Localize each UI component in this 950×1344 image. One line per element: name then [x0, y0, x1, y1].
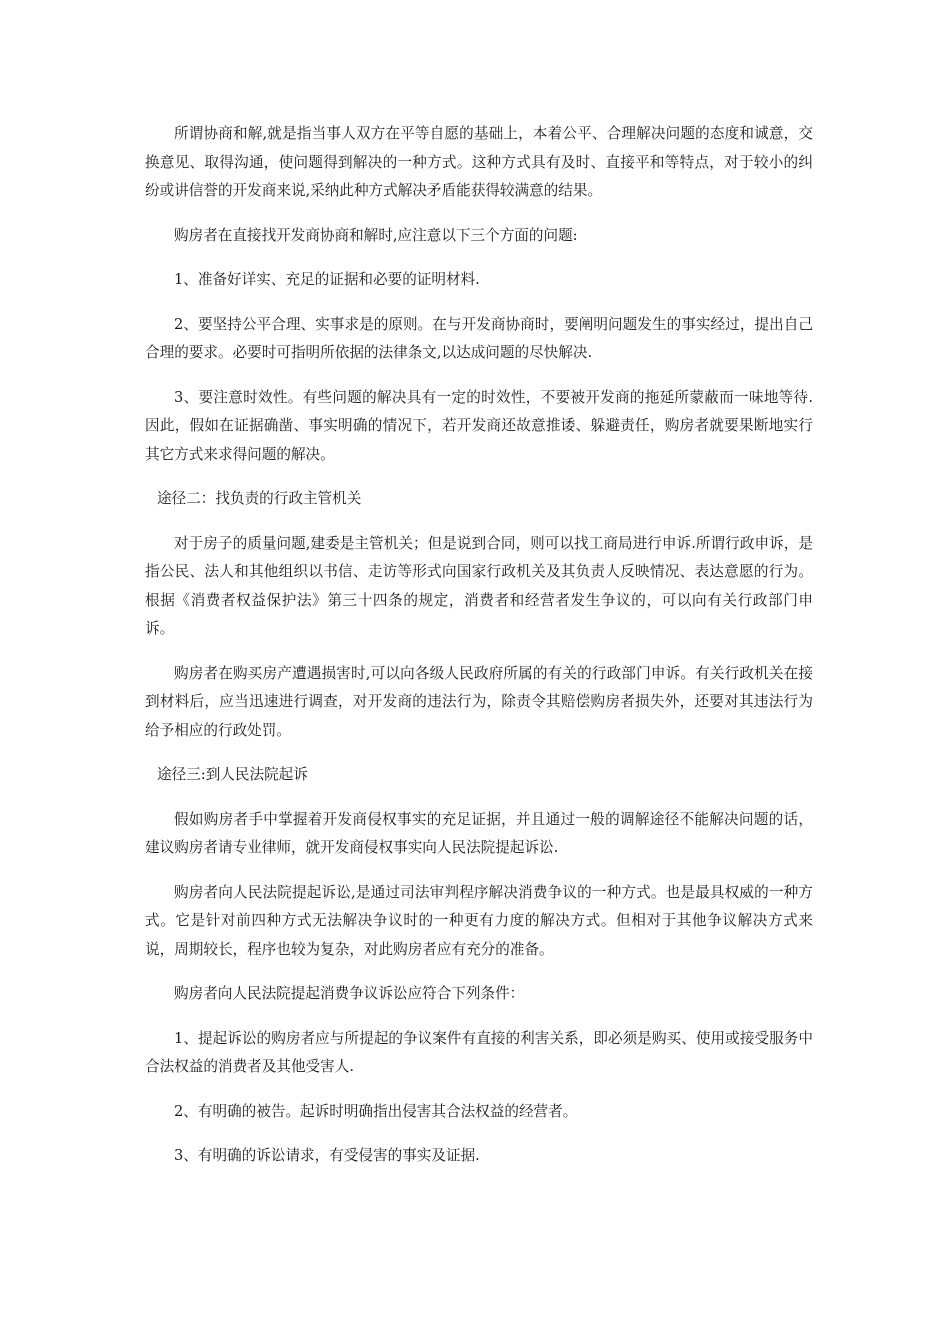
- paragraph-point-3: 3、要注意时效性。有些问题的解决具有一定的时效性，不要被开发商的拖延所蒙蔽而一味地等待.因此，假如在证据确凿、事实明确的情况下，若开发商还故意推诿、躲避责任，购房者就要果断地实行其它方式来求得问题的解决。: [145, 388, 813, 463]
- section-heading-route-3: 途径三:到人民法院起诉: [157, 766, 308, 783]
- document-page: [145, 120, 813, 1171]
- paragraph-point-1: 1、准备好详实、充足的证据和必要的证明材料.: [174, 271, 480, 288]
- section-heading-route-2: 途径二：找负责的行政主管机关: [157, 490, 362, 507]
- paragraph-point-2: 2、要坚持公平合理、实事求是的原则。在与开发商协商时，要阐明问题发生的事实经过，提出自己合理的要求。必要时可指明所依据的法律条文,以达成问题的尽快解决.: [145, 315, 813, 361]
- paragraph-condition-3: 3、有明确的诉讼请求，有受侵害的事实及证据.: [174, 1147, 480, 1164]
- paragraph-admin-process: 购房者在购买房产遭遇损害时,可以向各级人民政府所属的有关的行政部门申诉。有关行政机关在接到材料后，应当迅速进行调查，对开发商的违法行为，除责令其赔偿购房者损失外，还要对其违法行为给予相应的行政处罚。: [145, 664, 813, 739]
- paragraph-lawsuit-intro: 假如购房者手中掌握着开发商侵权事实的充足证据，并且通过一般的调解途径不能解决问题的话，建议购房者请专业律师，就开发商侵权事实向人民法院提起诉讼.: [145, 810, 813, 856]
- paragraph-negotiation-intro: 购房者在直接找开发商协商和解时,应注意以下三个方面的问题:: [174, 226, 578, 244]
- paragraph-lawsuit-description: 购房者向人民法院提起诉讼,是通过司法审判程序解决消费争议的一种方式。也是最具权威的一种方式。它是针对前四种方式无法解决争议时的一种更有力度的解决方式。但相对于其他争议解决方式来说，周期较长，程序也较为复杂，对此购房者应有充分的准备。: [145, 883, 813, 958]
- paragraph-negotiation-definition: 所谓协商和解,就是指当事人双方在平等自愿的基础上，本着公平、合理解决问题的态度和诚意，交换意见、取得沟通，使问题得到解决的一种方式。这种方式具有及时、直接平和等特点，对于较小的纠纷或讲信誉的开发商来说,采纳此种方式解决矛盾能获得较满意的结果。: [145, 125, 813, 199]
- paragraph-condition-1: 1、提起诉讼的购房者应与所提起的争议案件有直接的利害关系，即必须是购买、使用或接受服务中合法权益的消费者及其他受害人.: [145, 1029, 813, 1075]
- paragraph-lawsuit-conditions: 购房者向人民法院提起消费争议诉讼应符合下列条件：: [174, 985, 525, 1002]
- paragraph-condition-2: 2、有明确的被告。起诉时明确指出侵害其合法权益的经营者。: [174, 1102, 578, 1120]
- paragraph-admin-complaint: 对于房子的质量问题,建委是主管机关；但是说到合同，则可以找工商局进行申诉.所谓行政申诉，是指公民、法人和其他组织以书信、走访等形式向国家行政机关及其负责人反映情况、表达意愿的行为。根据《消费者权益保护法》第三十四条的规定，消费者和经营者发生争议的，可以向有关行政部门申诉。: [145, 534, 813, 637]
